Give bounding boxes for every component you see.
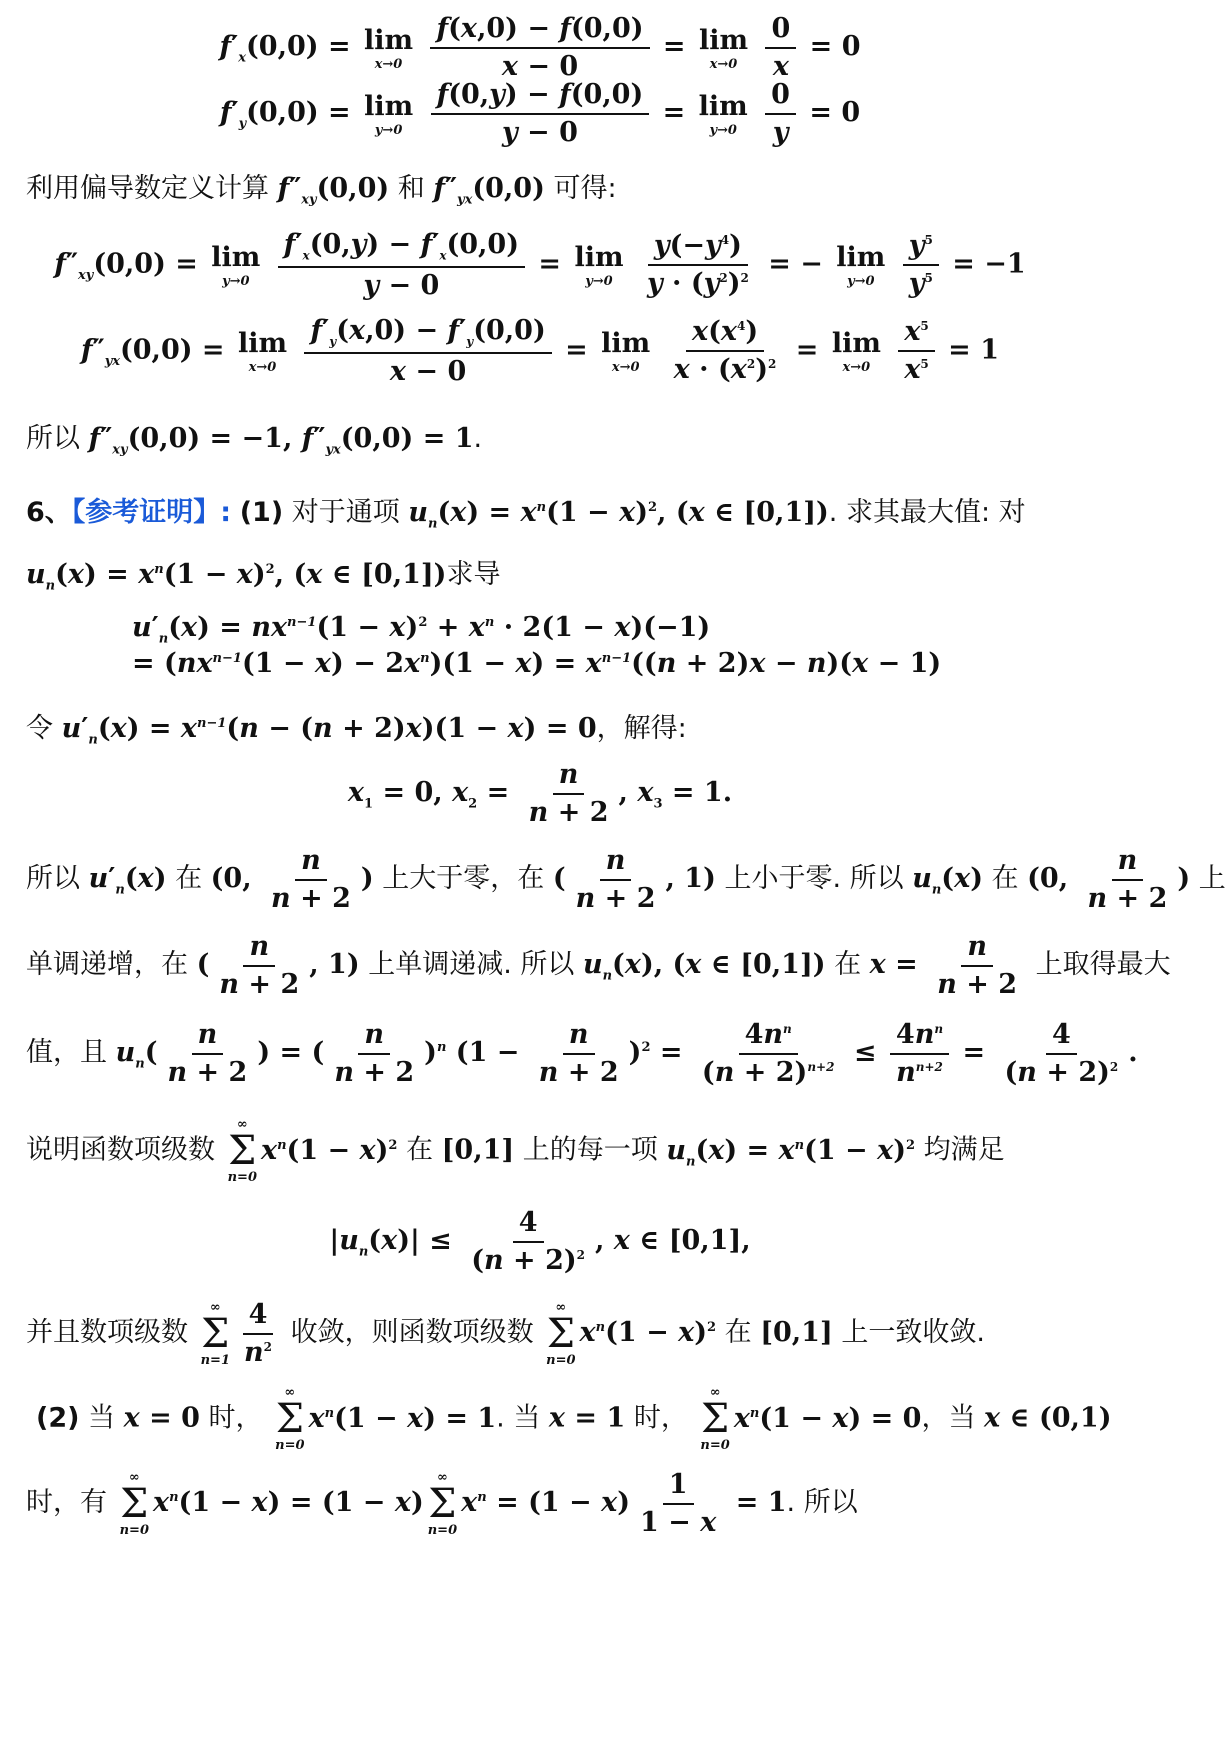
text-line-11: 令 $u'_n(x) = x^{n-1}(n - (n + 2)x)(1 - x) = 0$，解得: (26, 713, 687, 748)
reference-proof-tag: 【参考证明】: (71, 497, 232, 528)
text-line-16: 说明函数项级数 ∞ Σ n=0 $x^n(1 - x)^2$ 在 [0,1] 上的每一项 $u_n(x) = x^n(1 - x)^2$ 均满足 (26, 1117, 1005, 1185)
text-line-3: 利用偏导数定义计算 $f''_{xy}(0,0)$ 和 $f''_{yx}(0,0)$ 可得: (26, 173, 617, 208)
text-line-14: 单调递增，在 ( $\frac{n}{n + 2}$ , 1) 上单调递减. 所以 $u_n(x)$, (x ∈ [0,1]) 在 x = $\frac{n}{n + 2}$ 上取得最大 (26, 931, 1171, 1000)
text-line-20: 时，有 ∞ Σ n=0 $x^n(1 - x) = (1 - x)$ ∞ Σ n=0 $x^n = (1 - x)$ $\frac{1}{1 - x}$ = 1. 所以 (26, 1469, 858, 1538)
formula-fxy: $f''_{xy}(0,0)$ = lim y→0 $\frac{f'_x(0,y) - f'_x(0,0)}{y - 0}$ = lim y→0 $\frac{y(-y^4)}{y \cdot (y^2)^2}$ = − lim y→0 $\frac{y^5}{y^5}$ = −1 (54, 229, 1026, 301)
formula-derivative-1: $u'_n(x) = nx^{n-1}(1 - x)^2 + x^n \cdot 2(1 - x)(-1)$ (132, 612, 711, 647)
text-line-15: 值，且 $u_n$( $\frac{n}{n + 2}$ ) = ( $\frac{n}{n + 2}$ )$^n$ (1 − $\frac{n}{n + 2}$ )$^2$ = $\frac{4n^n}{(n + 2)^{n+2}}$ ≤ $\frac{4n^n}{n^{n+2}}$ = $\frac{4}{(n + 2)^2}$ . (26, 1019, 1138, 1088)
formula-roots: $x_1 = 0$, $x_2$ = $\frac{n}{n + 2}$ , $x_3 = 1$. (347, 759, 733, 828)
formula-derivative-2: = $(nx^{n-1}(1 - x) - 2x^n)(1 - x) = x^{n-1}((n + 2)x - n)(x - 1)$ (132, 648, 942, 679)
formula-fx-partial: $f'_x(0,0)$ = lim x→0 $\frac{f(x,0) - f(0,0)}{x - 0}$ = lim x→0 $\frac{0}{x}$ = 0 (219, 13, 861, 82)
formula-fy-partial: $f'_y(0,0)$ = lim y→0 $\frac{f(0,y) - f(0,0)}{y - 0}$ = lim y→0 $\frac{0}{y}$ = 0 (219, 79, 861, 148)
text-line-18: 并且数项级数 ∞ Σ n=1 $\frac{4}{n^2}$ 收敛，则函数项级数 ∞ Σ n=0 $x^n(1 - x)^2$ 在 [0,1] 上一致收敛. (26, 1299, 985, 1368)
formula-bound: $|u_n(x)|$ ≤ $\frac{4}{(n + 2)^2}$ , x ∈ [0,1], (329, 1207, 751, 1276)
formula-fyx: $f''_{yx}(0,0)$ = lim x→0 $\frac{f'_y(x,0) - f'_y(0,0)}{x - 0}$ = lim x→0 $\frac{x(x^4)}{x \cdot (x^2)^2}$ = lim x→0 $\frac{x^5}{x^5}$ = 1 (80, 315, 999, 387)
text-line-19: (2) 当 x = 0 时， ∞ Σ n=0 $x^n(1 - x) = 1$. 当 x = 1 时， ∞ Σ n=0 $x^n(1 - x) = 0$，当 x ∈ (0,1) (36, 1385, 1112, 1453)
text-line-6: 所以 $f''_{xy}(0,0) = -1$, $f''_{yx}(0,0) = 1$. (26, 423, 483, 458)
problem-number: 6、 (26, 497, 72, 528)
problem-6-heading: 6、【参考证明】: (1) 对于通项 $u_n(x) = x^n(1 - x)^2$, (x ∈ [0,1]). 求其最大值: 对 (26, 497, 1026, 532)
text-line-8: $u_n(x) = x^n(1 - x)^2$, (x ∈ [0,1])求导 (26, 559, 501, 594)
text-line-13: 所以 $u'_n(x)$ 在 (0, $\frac{n}{n + 2}$ ) 上大于零，在 ( $\frac{n}{n + 2}$ , 1) 上小于零. 所以 $u_n(x)$ 在 (0, $\frac{n}{n + 2}$ ) 上 (26, 845, 1226, 914)
